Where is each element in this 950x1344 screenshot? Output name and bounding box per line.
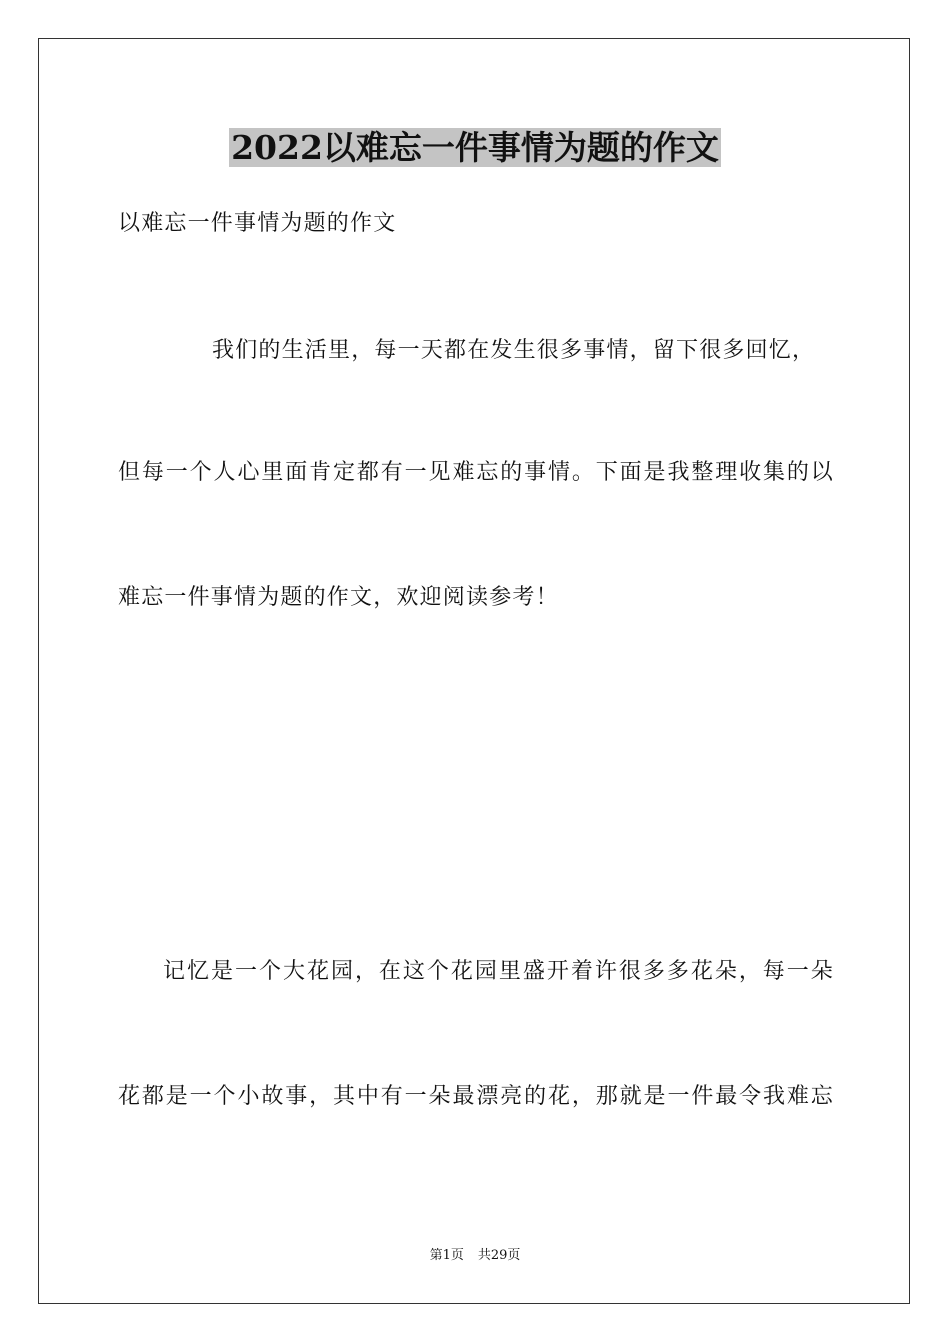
page-total: 共29页 xyxy=(477,1248,521,1263)
document-title-text: 2022以难忘一件事情为题的作文 xyxy=(231,128,719,167)
subtitle: 以难忘一件事情为题的作文 xyxy=(118,211,397,236)
paragraph-1-line-1: 我们的生活里，每一天都在发生很多事情，留下很多回忆， xyxy=(212,338,816,363)
page-footer xyxy=(0,1247,950,1265)
paragraph-1-line-2: 但每一个人心里面肯定都有一见难忘的事情。下面是我整理收集的以 xyxy=(118,460,834,485)
page-number: 第1页 xyxy=(429,1248,464,1263)
paragraph-2-line-2: 花都是一个小故事，其中有一朵最漂亮的花，那就是一件最令我难忘 xyxy=(118,1084,834,1109)
document-title xyxy=(0,126,950,170)
paragraph-2-line-1: 记忆是一个大花园，在这个花园里盛开着许很多多花朵，每一朵 xyxy=(163,959,834,984)
paragraph-1-line-3: 难忘一件事情为题的作文，欢迎阅读参考！ xyxy=(118,585,559,610)
